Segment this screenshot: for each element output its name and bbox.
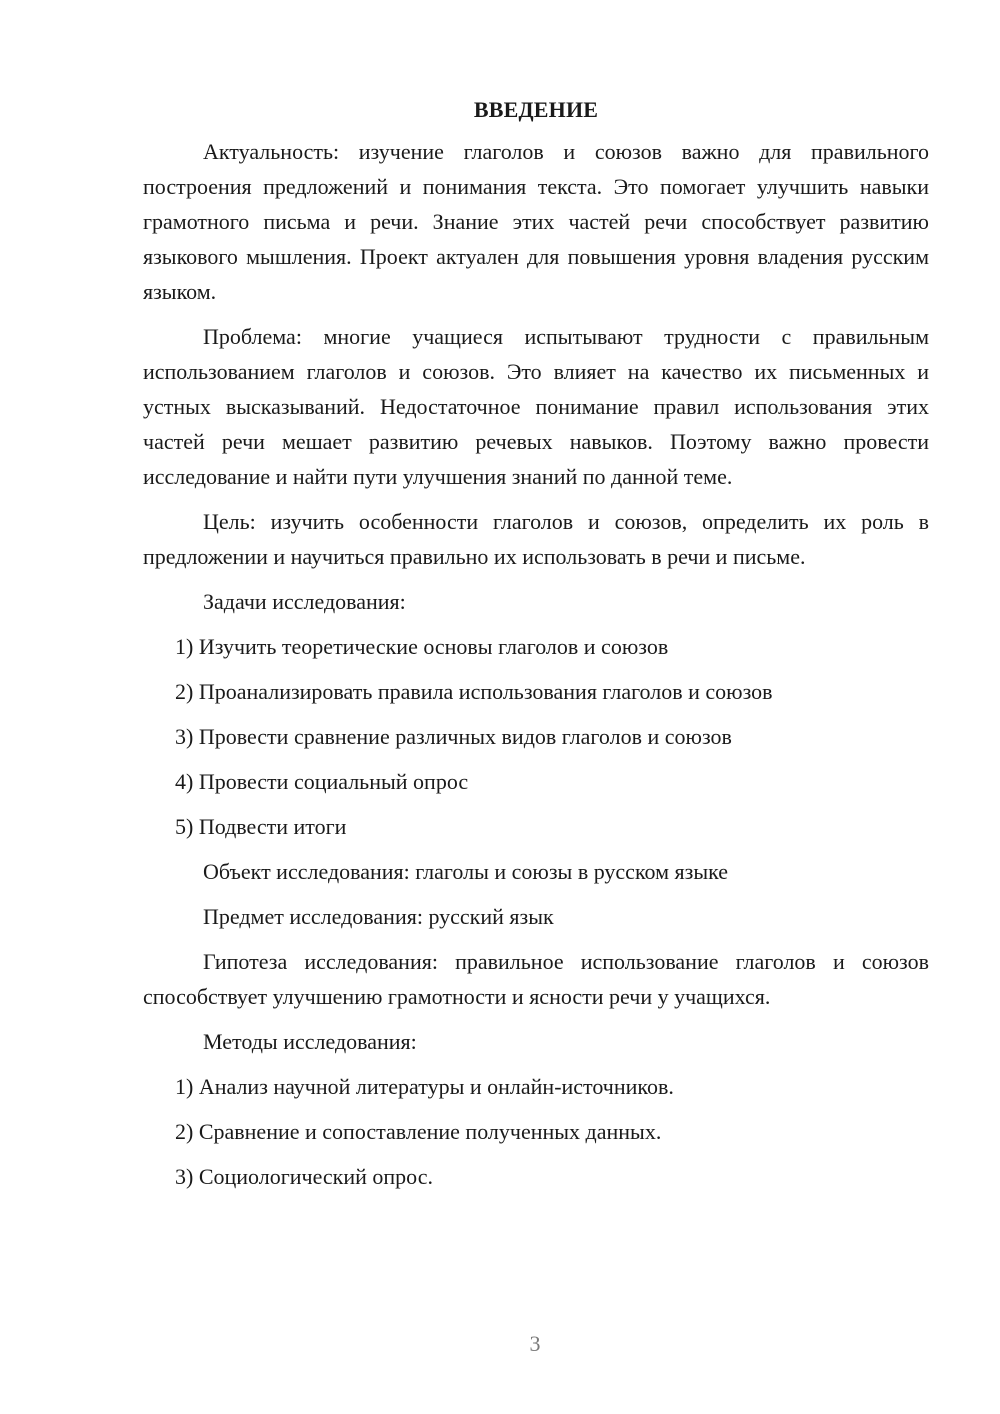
hypothesis-paragraph: Гипотеза исследования: правильное использование глаголов и союзов способствует улучшению грамотности и ясности речи у учащихся.: [143, 949, 929, 1009]
list-item: 3) Социологический опрос.: [175, 1164, 433, 1189]
methods-heading: Методы исследования:: [203, 1029, 417, 1054]
object-paragraph: Объект исследования: глаголы и союзы в русском языке: [203, 859, 729, 884]
page-number: 3: [529, 1331, 541, 1356]
list-item: 2) Сравнение и сопоставление полученных данных.: [175, 1119, 662, 1144]
subject-paragraph: Предмет исследования: русский язык: [203, 904, 554, 929]
tasks-heading: Задачи исследования:: [203, 589, 406, 614]
methods-list: [143, 1069, 929, 1194]
list-item: 3) Провести сравнение различных видов глаголов и союзов: [175, 724, 732, 749]
list-item: 4) Провести социальный опрос: [175, 769, 469, 794]
section-heading: ВВЕДЕНИЕ: [473, 97, 599, 122]
list-item: 1) Анализ научной литературы и онлайн-источников.: [175, 1074, 674, 1099]
list-item: 1) Изучить теоретические основы глаголов и союзов: [175, 634, 669, 659]
relevance-paragraph: Актуальность: изучение глаголов и союзов важно для правильного построения предложений и понимания текста. Это помогает улучшить навыки грамотного письма и речи. Знание этих частей речи способствует развитию языкового мышления. Проект актуален для повышения уровня владения русским языком.: [143, 139, 929, 304]
list-item: 2) Проанализировать правила использования глаголов и союзов: [175, 679, 773, 704]
list-item: 5) Подвести итоги: [175, 814, 347, 839]
problem-paragraph: Проблема: многие учащиеся испытывают трудности с правильным использованием глаголов и союзов. Это влияет на качество их письменных и устных высказываний. Недостаточное понимание правил использования этих частей речи мешает развитию речевых навыков. Поэтому важно провести исследование и найти пути улучшения знаний по данной теме.: [143, 324, 929, 489]
tasks-list: [143, 629, 929, 844]
document-page: [143, 92, 929, 1204]
goal-paragraph: Цель: изучить особенности глаголов и союзов, определить их роль в предложении и научиться правильно их использовать в речи и письме.: [143, 509, 929, 569]
